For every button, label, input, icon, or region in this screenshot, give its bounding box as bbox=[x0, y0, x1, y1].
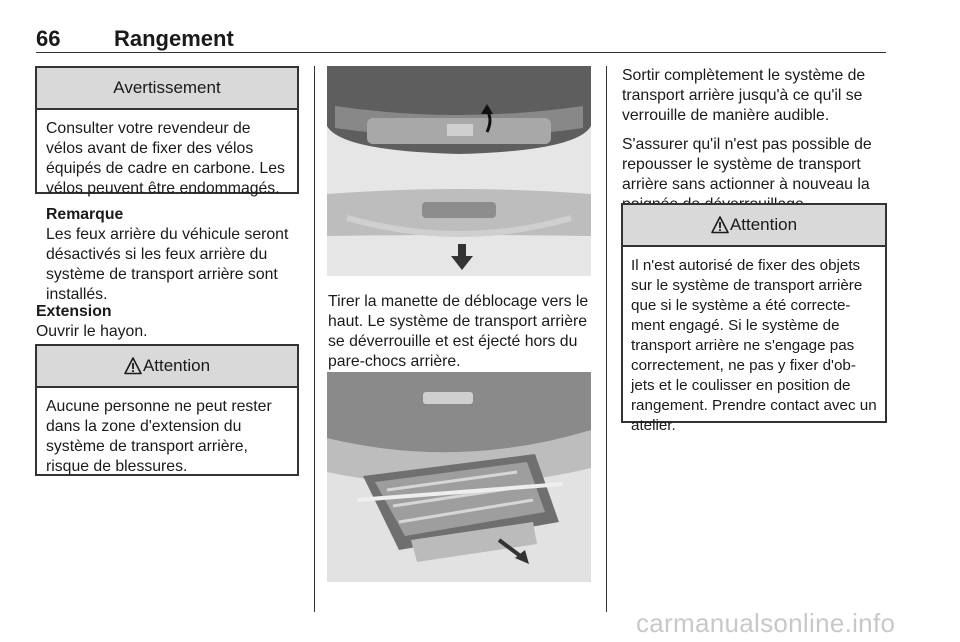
attention-box-1-title: Attention bbox=[142, 356, 211, 375]
middle-caption: Tirer la manette de déblocage vers le haut. Le système de transport arrière se déverrouille et est éjecté hors du pare-chocs arrière. bbox=[328, 293, 589, 370]
page-number: 66 bbox=[36, 26, 61, 51]
extension-heading: Extension bbox=[36, 303, 112, 320]
warning-box-body: Consulter votre revendeur de vélos avant de fixer des vélos équipés de cadre en carbone. Les vélos peuvent être endommagés. bbox=[46, 120, 285, 197]
warning-box-title: Avertissement bbox=[37, 68, 297, 110]
remark-body: Les feux arrière du véhicule seront désactivés si les feux arrière du système de transport arrière sont installés. bbox=[46, 226, 289, 303]
attention-box-1-body: Aucune personne ne peut rester dans la zone d'extension du système de transport arrière, risque de blessures. bbox=[46, 398, 272, 475]
footer-watermark: carmanualsonline.info bbox=[636, 608, 896, 638]
attention-box-1-header bbox=[37, 346, 297, 388]
right-paragraph-1: Sortir complètement le système de transport arrière jusqu'à ce qu'il se verrouille de manière audible. bbox=[622, 67, 866, 124]
header-rule bbox=[36, 52, 886, 53]
figure-carrier-extended bbox=[327, 372, 591, 582]
attention-box-1 bbox=[35, 344, 299, 476]
warning-box bbox=[35, 66, 299, 197]
warning-triangle-icon bbox=[124, 357, 142, 375]
extension-body: Ouvrir le hayon. bbox=[36, 323, 148, 340]
column-divider-right bbox=[606, 66, 607, 612]
attention-box-2-header bbox=[623, 205, 885, 247]
attention-box-2 bbox=[621, 203, 887, 434]
remark-block bbox=[46, 205, 300, 305]
column-divider-left bbox=[314, 66, 315, 612]
extension-block bbox=[36, 302, 300, 342]
right-paragraph-2: S'assurer qu'il n'est pas possible de repousser le système de transport arrière sans actionner à nouveau la bbox=[622, 136, 872, 193]
attention-box-2-title: Attention bbox=[729, 215, 798, 234]
page-title: Rangement bbox=[114, 26, 234, 51]
right-paragraphs bbox=[622, 66, 884, 215]
remark-heading: Remarque bbox=[46, 206, 124, 223]
warning-triangle-icon bbox=[711, 216, 729, 234]
figure-release-lever bbox=[327, 66, 591, 276]
attention-box-2-body: Il n'est autorisé de fixer des objets sur le système de transport arrière que si le système a été correcte- ment engagé. Si le système de transport arrière ne s'engage pas correctement, ne pas y fixer d'ob- jets et le coulisser en position de rangement. Prendre contact avec un atelier. bbox=[631, 257, 877, 434]
